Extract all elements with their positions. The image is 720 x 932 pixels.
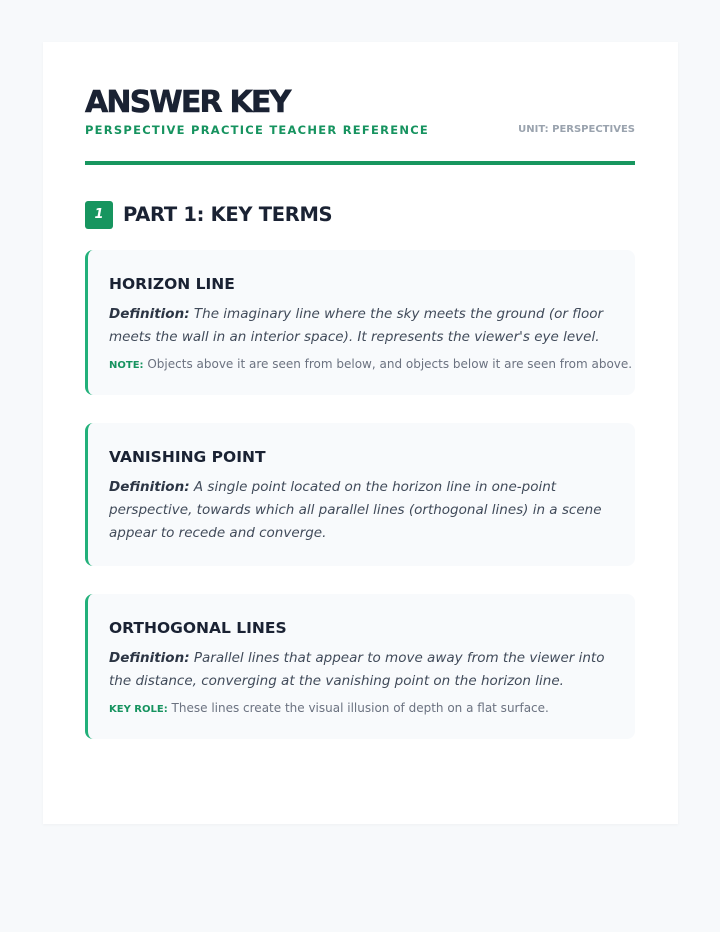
definition-label: Definition: (109, 650, 190, 666)
page-header (85, 86, 635, 141)
key-role-label: KEY ROLE: (109, 704, 168, 715)
page-title: ANSWER KEY (85, 85, 290, 120)
note-label: NOTE: (109, 360, 144, 371)
term-card-vanishing-point (85, 423, 635, 566)
term-note (109, 356, 633, 374)
page-subtitle: PERSPECTIVE PRACTICE TEACHER REFERENCE (85, 123, 430, 137)
term-card-horizon-line (85, 250, 635, 395)
key-role-text: These lines create the visual illusion of depth on a flat surface. (171, 701, 549, 715)
definition-text: Parallel lines that appear to move away from the viewer into the distance, converging at the vanishing point on the horizon line. (109, 650, 605, 689)
note-text: Objects above it are seen from below, and objects below it are seen from above. (147, 357, 633, 371)
term-title: HORIZON LINE (109, 275, 235, 293)
definition-label: Definition: (109, 479, 190, 495)
section-heading (85, 200, 635, 230)
unit-label: UNIT: PERSPECTIVES (518, 124, 635, 135)
header-divider (85, 161, 635, 165)
definition-text: The imaginary line where the sky meets the ground (or floor meets the wall in an interior space). It represents the viewer's eye level. (109, 306, 604, 345)
term-definition (109, 476, 615, 545)
section-title: PART 1: KEY TERMS (123, 203, 333, 226)
subtitle-row (85, 123, 635, 141)
term-title: ORTHOGONAL LINES (109, 619, 287, 637)
definition-text: A single point located on the horizon line in one-point perspective, towards which all parallel lines (orthogonal lines) in a scene appear to recede and converge. (109, 479, 602, 541)
term-definition (109, 647, 615, 693)
term-card-orthogonal-lines (85, 594, 635, 739)
answer-key-page (43, 42, 678, 824)
term-definition (109, 303, 615, 349)
definition-label: Definition: (109, 306, 190, 322)
section-number-badge: 1 (85, 201, 113, 229)
term-title: VANISHING POINT (109, 448, 266, 466)
term-key-role (109, 700, 615, 718)
